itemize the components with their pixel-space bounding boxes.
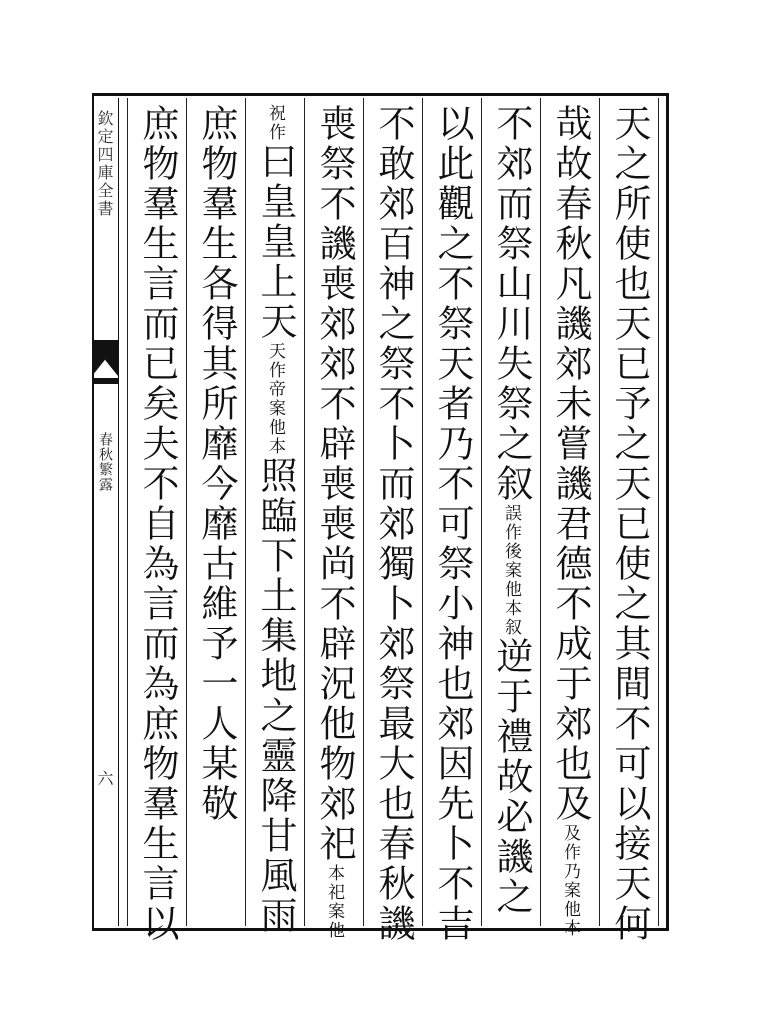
column-rule — [481, 98, 482, 926]
annotation-note — [324, 864, 343, 940]
annotation-line: 案他本 — [560, 881, 580, 938]
annotation-note — [560, 824, 579, 938]
annotation-note — [265, 104, 284, 142]
text-column — [253, 104, 297, 936]
column-rule — [127, 98, 128, 926]
annotation-line: 本祀 — [324, 864, 344, 902]
margin-book-title: 春秋繁露 — [97, 432, 113, 492]
column-rule — [363, 98, 364, 926]
annotation-line: 天作帝 — [265, 342, 285, 399]
main-text: 喪祭不譏喪郊郊不辟喪喪尚不辟況他物郊祀 — [313, 104, 356, 864]
margin-strip — [92, 93, 118, 931]
main-text: 庶物羣生言而已矣夫不自為言而為庶物羣生言以 — [136, 104, 179, 944]
main-text: 曰皇皇上天 — [254, 142, 297, 342]
main-text: 照臨下土集地之靈降甘風雨 — [254, 456, 297, 936]
column-rule — [422, 98, 423, 926]
text-column — [312, 104, 356, 940]
text-column — [135, 104, 179, 944]
annotation-line: 誤作後 — [501, 504, 521, 561]
text-column — [607, 104, 651, 944]
main-text: 庶物羣生各得其所靡今靡古維予一人某敬 — [195, 104, 238, 824]
annotation-line: 及作乃 — [560, 824, 580, 881]
column-rule — [304, 98, 305, 926]
text-column — [489, 104, 533, 919]
annotation-line: 案他本叙 — [501, 561, 521, 637]
text-column — [430, 104, 474, 944]
annotation-line: 作 — [265, 123, 285, 142]
main-text: 逆于禮故必譏之 — [490, 637, 533, 917]
main-text: 不敢郊百神之祭不卜而郊獨卜郊祭最大也春秋譏 — [372, 104, 415, 944]
main-text: 不郊而祭山川失祭之叙 — [490, 104, 533, 504]
column-rule — [245, 98, 246, 926]
annotation-note — [265, 342, 284, 456]
main-text: 哉故春秋凡譏郊未嘗譏君德不成于郊也及 — [549, 104, 592, 824]
main-text: 以此觀之不祭天者乃不可祭小神也郊因先卜不吉 — [431, 104, 474, 944]
column-rule — [186, 98, 187, 926]
column-rule — [540, 98, 541, 926]
main-text: 天之所使也天已予之天已使之其間不可以接天何 — [608, 104, 651, 944]
column-rule — [658, 98, 659, 926]
text-column — [371, 104, 415, 944]
margin-page-number: 六 — [95, 770, 114, 786]
column-rule — [599, 98, 600, 926]
annotation-line: 案他本 — [265, 399, 285, 456]
margin-header-text: 欽定四庫全書 — [95, 110, 114, 218]
text-column — [194, 104, 238, 919]
text-column — [548, 104, 592, 938]
annotation-line: 祝 — [265, 104, 285, 123]
annotation-note — [501, 504, 520, 637]
annotation-line: 案他 — [324, 902, 344, 940]
fishtail-bar — [92, 378, 118, 384]
